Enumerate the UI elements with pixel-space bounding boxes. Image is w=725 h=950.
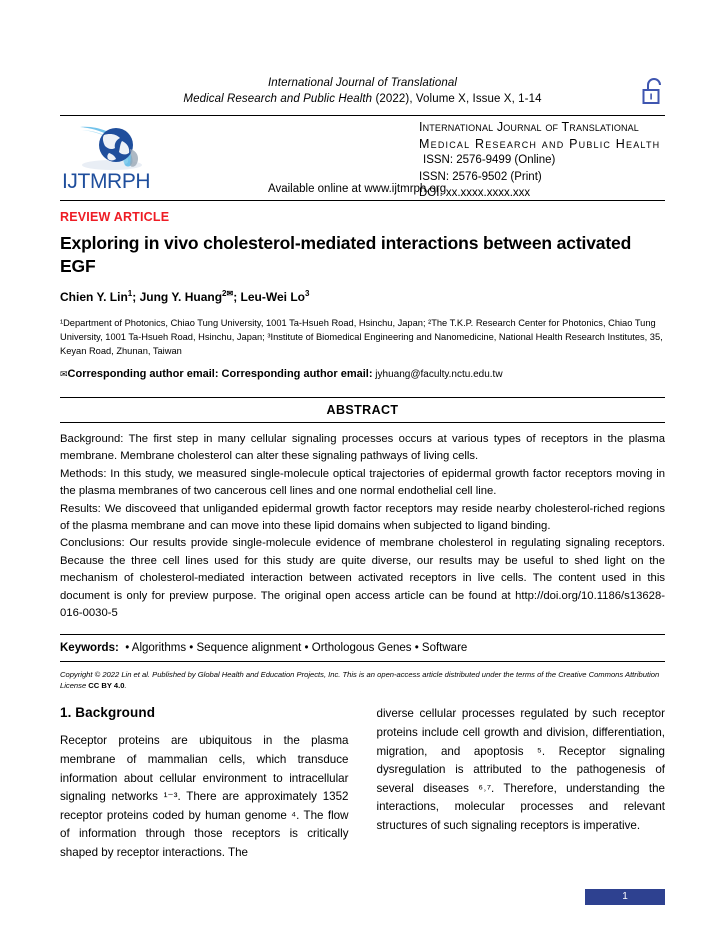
corresponding-author: [60, 368, 665, 380]
corresponding-author-email[interactable]: jyhuang@faculty.nctu.edu.tw: [375, 369, 503, 380]
page-number: 1: [622, 891, 628, 902]
running-head-line2: [60, 92, 665, 108]
copyright-text-before: Copyright © 2022 Lin et al. Published by Global Health and Education Projects, Inc. This is an open-access article distributed under the terms of the Creative Commons Attribution License: [60, 670, 660, 691]
affil-marker-2: 2: [222, 289, 227, 298]
journal-title-line2: Medical Research and Public Health: [419, 136, 661, 151]
abstract-section: [60, 397, 665, 622]
keywords-label: Keywords:: [60, 642, 119, 655]
keywords-section: [60, 634, 665, 691]
keywords-list: • Algorithms • Sequence alignment • Orthologous Genes • Software: [125, 642, 468, 655]
page-number-bar: [585, 889, 665, 905]
copyright-text-after: .: [124, 681, 127, 691]
article-type-label: REVIEW ARTICLE: [60, 210, 170, 224]
issn-online: ISSN: 2576-9499 (Online): [423, 154, 556, 166]
globe-swoosh-logo-icon: [68, 121, 160, 173]
abstract-background: Background: The first step in many cellular signaling processes occurs at various types of receptors in the plasma membrane. Membrane cholesterol can alter these signaling pathways of living cells.: [60, 433, 665, 463]
running-head-journal: Medical Research and Public Health: [183, 92, 373, 105]
abstract-body: [60, 423, 665, 622]
body-columns: [60, 705, 665, 862]
keywords-line: [60, 635, 665, 661]
section-heading-background: 1. Background: [60, 705, 156, 721]
column-right: [377, 705, 666, 862]
journal-title-line1: International Journal of Translational: [419, 120, 639, 134]
page-title: Exploring in vivo cholesterol-mediated interactions between activated EGF: [60, 233, 632, 276]
open-padlock-icon: [641, 76, 667, 108]
column-left: [60, 705, 349, 862]
running-head-line1: International Journal of Translational: [268, 77, 457, 89]
corresponding-author-label: Corresponding author email: Corresponding author email:: [67, 368, 373, 380]
abstract-heading: ABSTRACT: [326, 403, 399, 417]
logo-wordmark: IJTMRPH: [62, 170, 151, 193]
journal-logo: [60, 119, 210, 194]
doi-text: DOI: xx.xxxx.xxxx.xxx: [419, 187, 531, 199]
affil-marker-3: 3: [304, 289, 310, 298]
copyright-notice: [60, 662, 665, 691]
masthead-right: [419, 119, 665, 202]
body-paragraph-right: diverse cellular processes regulated by such receptor proteins include cell growth and division, differentiation, migration, and apoptosis ⁵. Receptor signaling dysregulation is attributed to the pathogenesis of several diseases ⁶˒⁷. Therefore, understanding the interactions, molecular processes and relevant structures of such signaling receptors is imperative.: [376, 707, 665, 833]
affiliations: ¹Department of Photonics, Chiao Tung University, 1001 Ta-Hsueh Road, Hsinchu, Japan; ²The T.K.P. Research Center for Photonics, Chiao Tung University, 1001 Ta-Hsueh Road, Hsinchu, Japan; ³Institute of Biomedical Engineering and Nanomedicine, National Health Research Institutes, 35, Keyan Road, Zhunan, Taiwan: [60, 318, 663, 356]
available-online-text: Available online at www.ijtmrph.org: [268, 183, 447, 195]
affil-marker-1: 1: [127, 289, 133, 298]
masthead: [60, 116, 665, 200]
body-paragraph-left: Receptor proteins are ubiquitous in the plasma membrane of mammalian cells, which transduce information about cellular environment to intracellular signaling networks ¹⁻³. There are approximately 1352 receptor proteins coded by human genome ⁴. The flow of information through those receptors is critically shaped by receptor interactions. The: [60, 734, 349, 860]
abstract-conclusions: Conclusions: Our results provide single-molecule evidence of membrane cholesterol in regulating signaling receptors. Because the three cell lines used for this study are quite diverse, our results may be useful to shed light on the mechanism of cholesterol-mediated interaction between activated receptors in live cells. The content used in this document is only for preview purpose. The original open access article can be found at http://doi.org/10.1186/s13628-016-0030-5: [60, 537, 665, 620]
envelope-icon-corr: ✉: [60, 369, 68, 379]
abstract-results: Results: We discoveed that unliganded epidermal growth factor receptors may reside nearby cholesterol-riched regions of the plasma membrane and can move into these lipid domains when subjected to ligand binding.: [60, 502, 665, 533]
envelope-icon: ✉: [226, 289, 234, 298]
running-head-issue: (2022), Volume X, Issue X, 1-14: [372, 92, 542, 105]
author-list: Chien Y. Lin$^1$; Jung Y. Huang$^{2✉}$; Leu-Wei Lo$^3$: [60, 289, 310, 304]
license-link[interactable]: CC BY 4.0: [88, 681, 125, 691]
running-head: [60, 0, 665, 107]
issn-print: ISSN: 2576-9502 (Print): [419, 170, 542, 183]
abstract-methods: Methods: In this study, we measured single-molecule optical trajectories of epidermal growth factor receptors moving in the plasma membranes of two cancerous cell lines and one normal endothelial cell line.: [60, 467, 665, 498]
